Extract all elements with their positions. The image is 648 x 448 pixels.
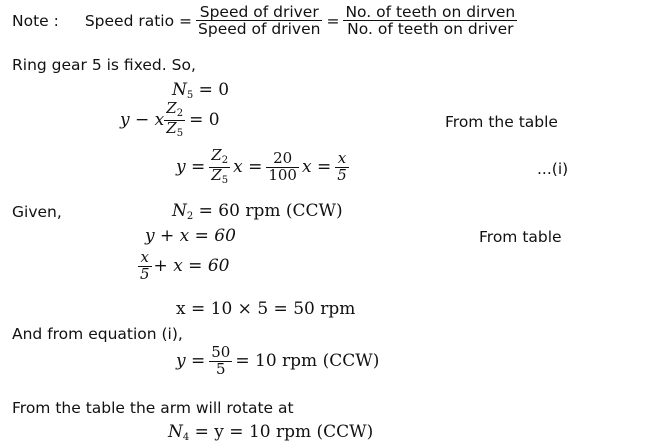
- eq8-fraction: [209, 345, 232, 378]
- eq2-den-var: Z: [166, 118, 177, 137]
- eq2-fraction: [164, 101, 185, 139]
- eq8-den: 5: [216, 359, 226, 378]
- eq3-mid1: x =: [233, 157, 263, 177]
- ring-gear-text: Ring gear 5 is fixed. So,: [12, 56, 196, 74]
- eq3-lhs: y =: [176, 157, 206, 177]
- speed-fraction-num: Speed of driver: [196, 4, 322, 21]
- given-sub: 2: [186, 211, 194, 222]
- teeth-fraction-den: No. of teeth on driver: [347, 20, 514, 39]
- eq9-sub: 4: [182, 432, 190, 443]
- eq3-f3-den: 5: [337, 165, 347, 184]
- eq6-rhs: + x = 60: [153, 256, 230, 277]
- equation-9: [168, 422, 373, 443]
- note-line: [12, 4, 517, 38]
- equation-5: y + x = 60: [145, 226, 236, 246]
- given-rhs: = 60 rpm (CCW): [198, 201, 343, 221]
- eq3-f1-den-sub: 5: [221, 174, 229, 186]
- equation-n5: [172, 80, 229, 101]
- speed-fraction: [196, 4, 322, 38]
- teeth-fraction: [343, 4, 517, 38]
- eq3-mid2: x =: [301, 157, 332, 177]
- equation-8: [176, 345, 379, 378]
- eq3-fraction-3: [335, 148, 349, 184]
- eq8-lhs: y =: [176, 351, 206, 372]
- teeth-fraction-num: No. of teeth on dirven: [345, 3, 516, 21]
- eq3-tag: ...(i): [537, 160, 569, 178]
- arm-text: From the table the arm will rotate at: [12, 399, 294, 417]
- eq3-fraction-2: [266, 148, 299, 184]
- eq3-f2-num: 20: [266, 151, 299, 168]
- eq2-num-var: Z: [166, 99, 177, 117]
- equation-6: [138, 250, 229, 283]
- eq3-f2-den: 100: [268, 165, 297, 184]
- eq1-var: N: [172, 80, 187, 100]
- eq2-rhs: = 0: [189, 110, 220, 130]
- equation-7: x = 10 × 5 = 50 rpm: [176, 299, 356, 319]
- speed-ratio-label: Speed ratio =: [84, 11, 193, 30]
- given-label: Given,: [12, 203, 62, 221]
- eq2-note: From the table: [445, 113, 558, 131]
- equation-3: [176, 148, 349, 186]
- note-label: Note :: [12, 11, 59, 30]
- note-equals: =: [326, 11, 340, 30]
- eq3-f1-num-var: Z: [211, 146, 222, 164]
- equation-2: [120, 101, 220, 139]
- eq8-num: 50: [211, 343, 231, 361]
- eq8-rhs: = 10 rpm (CCW): [235, 351, 380, 372]
- eq6-den: 5: [140, 264, 150, 283]
- eq3-f1-num-sub: 2: [221, 155, 229, 166]
- and-text: And from equation (i),: [12, 325, 183, 343]
- eq9-var: N: [168, 422, 183, 442]
- eq3-fraction-1: [209, 148, 230, 186]
- eq5-note: From table: [479, 228, 562, 246]
- eq2-num-sub: 2: [176, 108, 184, 119]
- given-equation: [172, 201, 343, 222]
- eq1-sub: 5: [186, 90, 194, 101]
- eq3-f1-den-var: Z: [211, 165, 222, 184]
- eq6-fraction: [138, 250, 152, 283]
- speed-fraction-den: Speed of driven: [198, 20, 321, 39]
- eq2-den-sub: 5: [176, 127, 184, 139]
- eq6-num: x: [138, 250, 152, 267]
- eq9-rhs: = y = 10 rpm (CCW): [194, 422, 374, 442]
- eq3-f3-num: x: [335, 151, 349, 168]
- eq2-lhs: y − x: [120, 110, 165, 130]
- given-var: N: [172, 201, 187, 221]
- eq1-rhs: = 0: [198, 80, 230, 100]
